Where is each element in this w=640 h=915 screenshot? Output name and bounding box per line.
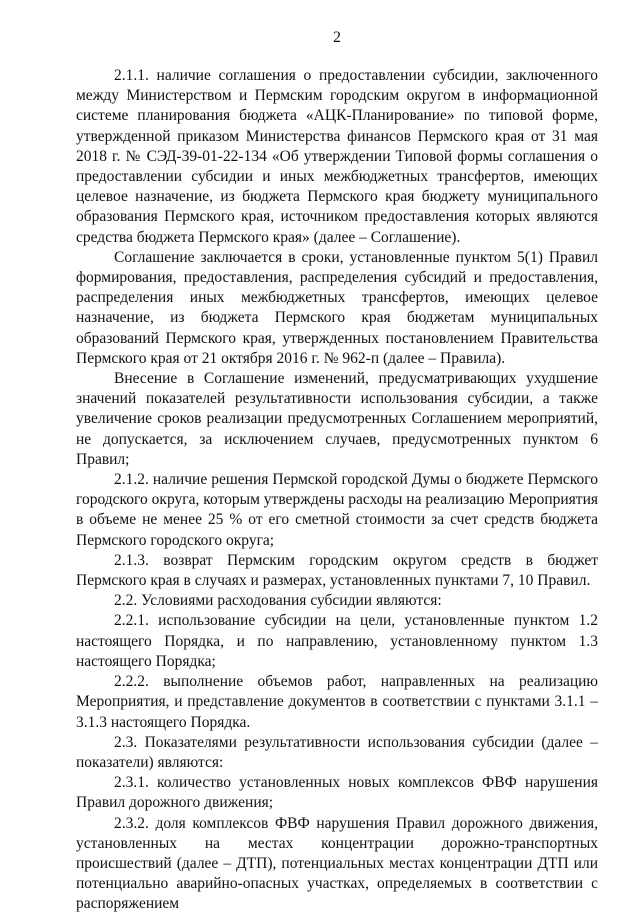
paragraph-agreement-changes: Внесение в Соглашение изменений, предусматривающих ухудшение значений показателей результативности использования субсидии, а также увеличение сроков реализации предусмотренных Соглашением мероприятий, не допускается, за исключением случаев, предусмотренных пунктом 6 Правил; xyxy=(76,370,598,468)
paragraph-2-2-2: 2.2.2. выполнение объемов работ, направленных на реализацию Мероприятия, и представление документов в соответствии с пунктами 3.1.1 – 3.1.3 настоящего Порядка. xyxy=(76,673,598,731)
paragraph-2-1-1: 2.1.1. наличие соглашения о предоставлении субсидии, заключенного между Министерством и Пермским городским округом в информационной системе планирования бюджета «АЦК-Планирование» по типовой форме, утвержденной приказом Министерства финансов Пермского края от 31 мая 2018 г. № СЭД-39-01-22-134 «Об утверждении Типовой формы соглашения о предоставлении субсидии и иных межбюджетных трансфертов, имеющих целевое назначение, из бюджета Пермского края бюджету муниципального образования Пермского края, источником предоставления которых являются средства бюджета Пермского края» (далее – Соглашение). xyxy=(76,67,598,246)
paragraph-2-3-2: 2.3.2. доля комплексов ФВФ нарушения Правил дорожного движения, установленных на местах концентрации дорожно-транспортных происшествий (далее – ДТП), потенциальных местах концентрации ДТП или потенциально аварийно-опасных участках, определяемых в соответствии с распоряжением xyxy=(76,814,598,913)
paragraph-2-2-1: 2.2.1. использование субсидии на цели, установленные пунктом 1.2 настоящего Порядка, и по направлению, установленному пунктом 1.3 настоящего Порядка; xyxy=(76,612,598,670)
paragraph-2-3-1: 2.3.1. количество установленных новых комплексов ФВФ нарушения Правил дорожного движения; xyxy=(76,774,598,812)
paragraph-2-2: 2.2. Условиями расходования субсидии являются: xyxy=(114,592,442,610)
paragraph-agreement-terms: Соглашение заключается в сроки, установленные пунктом 5(1) Правил формирования, предоставления, распределения субсидий и предоставления, распределения иных межбюджетных трансфертов, имеющих целевое назначение, из бюджета Пермского края бюджетам муниципальных образований Пермского края, утвержденных постановлением Правительства Пермского края от 21 октября 2016 г. № 962-п (далее – Правила). xyxy=(76,248,598,367)
document-page xyxy=(76,28,598,915)
paragraph-2-1-3: 2.1.3. возврат Пермским городским округом средств в бюджет Пермского края в случаях и размерах, установленных пунктами 7, 10 Правил. xyxy=(76,551,598,590)
page-number: 2 xyxy=(333,29,341,46)
paragraph-2-1-2: 2.1.2. наличие решения Пермской городской Думы о бюджете Пермского городского округа, которым утверждены расходы на реализацию Мероприятия в объеме не менее 25 % от его сметной стоимости за счет средств бюджета Пермского городского округа; xyxy=(76,471,598,549)
paragraph-2-3: 2.3. Показателями результативности использования субсидии (далее – показатели) являются: xyxy=(76,733,598,771)
